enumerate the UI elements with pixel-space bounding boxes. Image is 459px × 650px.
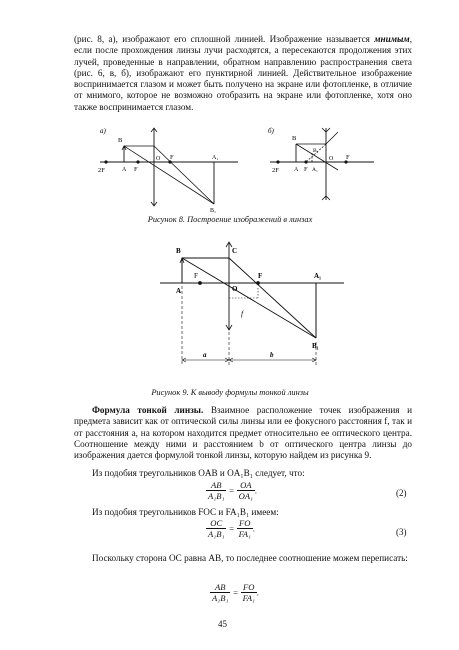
figure-9 [146,238,346,368]
label-a1: A₁ [212,155,219,161]
label-c: C [232,247,238,255]
denominator: A₁B₁ [208,491,225,501]
fraction [237,518,253,539]
fraction [206,480,226,501]
point-f-left [304,160,307,163]
label-2f: 2F [98,167,105,174]
fraction [210,582,230,603]
paragraph-oc-ab: Поскольку сторона OC равна AB, то последнее соотношение можем переписать: [92,553,408,563]
equation-3: $\frac{OC}{\text{A₁B₁}}$ = $\frac{FO}{\text{FA₁}}$ . [208,518,256,539]
label-b1: B₁ [312,342,319,350]
numerator: AB [210,582,230,593]
equation-2: $\frac{AB}{\text{A₁B₁}}$ = $\frac{OA}{\text{OA₁}}$ . [208,480,258,501]
label-f-left: F [304,166,308,173]
ray-center [124,146,214,204]
label-b: B [176,247,181,255]
numerator: OC [206,518,226,529]
point-2f [104,160,107,163]
paragraph-thin-lens [74,405,412,461]
label-b: B [118,137,123,144]
label-b1: B₁ [313,148,319,154]
point-f-left [198,281,202,285]
emphasis-term: мнимым [374,34,410,44]
fraction [237,480,255,501]
label-f-left: F [194,272,198,280]
page-number: 45 [218,619,227,629]
numerator: OA [237,480,255,491]
equation-4: $\frac{AB}{\text{A₁B₁}}$ = $\frac{FO}{\text{FA₁}}$ . [212,582,260,603]
label-a1: A₁ [312,167,318,173]
fraction [206,518,226,539]
numerator: AB [206,480,226,491]
point-f-left [136,160,139,163]
ray-diverging [326,132,338,144]
fig8b-label: б) [268,127,274,135]
label-o: O [232,285,238,293]
label-f-right: F [258,272,263,280]
label-o: O [156,156,161,162]
paragraph-text: , если после прохождения линзы лучи расходятся, а пересекаются продолжения этих лучей, проведенные в направлении, обратном направлению распространения света (рис. 6, в, б), изображают его пунктирной линией. Действительное изображение воспринимается глазом и может быть получено на экране или фотопленке, в отличие от мнимого, которое не возможно отобразить на экране или фотопленке, хотя оно также воспринимается глазом. [74,34,412,112]
paragraph-text: Взаимное расположение точек изображения и предмета зависит как от оптической силы линзы или ее фокусного расстояния f, так и от расстояния a, на котором находится предмет относительно ее оптического центра. Соотношение между ними и расстоянием b от оптического центра линзы до изображения дается формулой тонкой линзы, которую найдем из рисунка 9. [74,405,412,461]
label-f-left: F [134,166,138,173]
denominator: A₁B₁ [208,529,225,539]
paragraph-similarity-2: Из подобия треугольников FOC и FA₁B₁ имеем: [92,507,279,517]
equation-number-3: (3) [396,527,407,537]
figure-8b [266,124,376,204]
fig8a-label: а) [100,127,106,135]
label-a: A [294,167,299,173]
point-2f [276,160,279,163]
paragraph-text: (рис. 8, а), изображают его сплошной линией. Изображение называется [74,34,375,44]
label-dist-b: b [270,351,274,359]
ray-refracted [154,146,214,204]
label-a1: A₁ [314,272,322,280]
denominator: FA₁ [238,529,251,539]
label-a: A [122,167,127,173]
label-o: O [329,156,334,162]
equation-number-2: (2) [396,488,407,498]
figure-8a [98,124,238,214]
label-dist-a: a [203,351,207,359]
point-f-right [256,281,260,285]
label-f-right: F [170,154,174,161]
label-b: B [292,135,297,142]
label-a: A [176,287,182,295]
label-focal-f: f [241,309,244,318]
paragraph-similarity-1: Из подобия треугольников OAB и OA₁B₁ следует, что: [92,468,305,478]
numerator: FO [237,518,253,529]
section-heading: Формула тонкой линзы. [92,405,204,415]
label-b1: B₁ [210,208,217,214]
denominator: A₁B₁ [212,593,229,603]
denominator: FA₁ [242,593,255,603]
numerator: FO [241,582,257,593]
denominator: OA₁ [238,491,254,501]
label-f-right: F [346,154,350,161]
figure-9-caption: Рисунок 9. К выводу формулы тонкой линзы [151,388,309,397]
ray-b-b1 [182,258,316,338]
fraction [241,582,257,603]
figure-8-caption: Рисунок 8. Построение изображений в линзах [147,215,313,224]
paragraph-image-types [74,34,412,113]
label-2f: 2F [272,167,279,174]
